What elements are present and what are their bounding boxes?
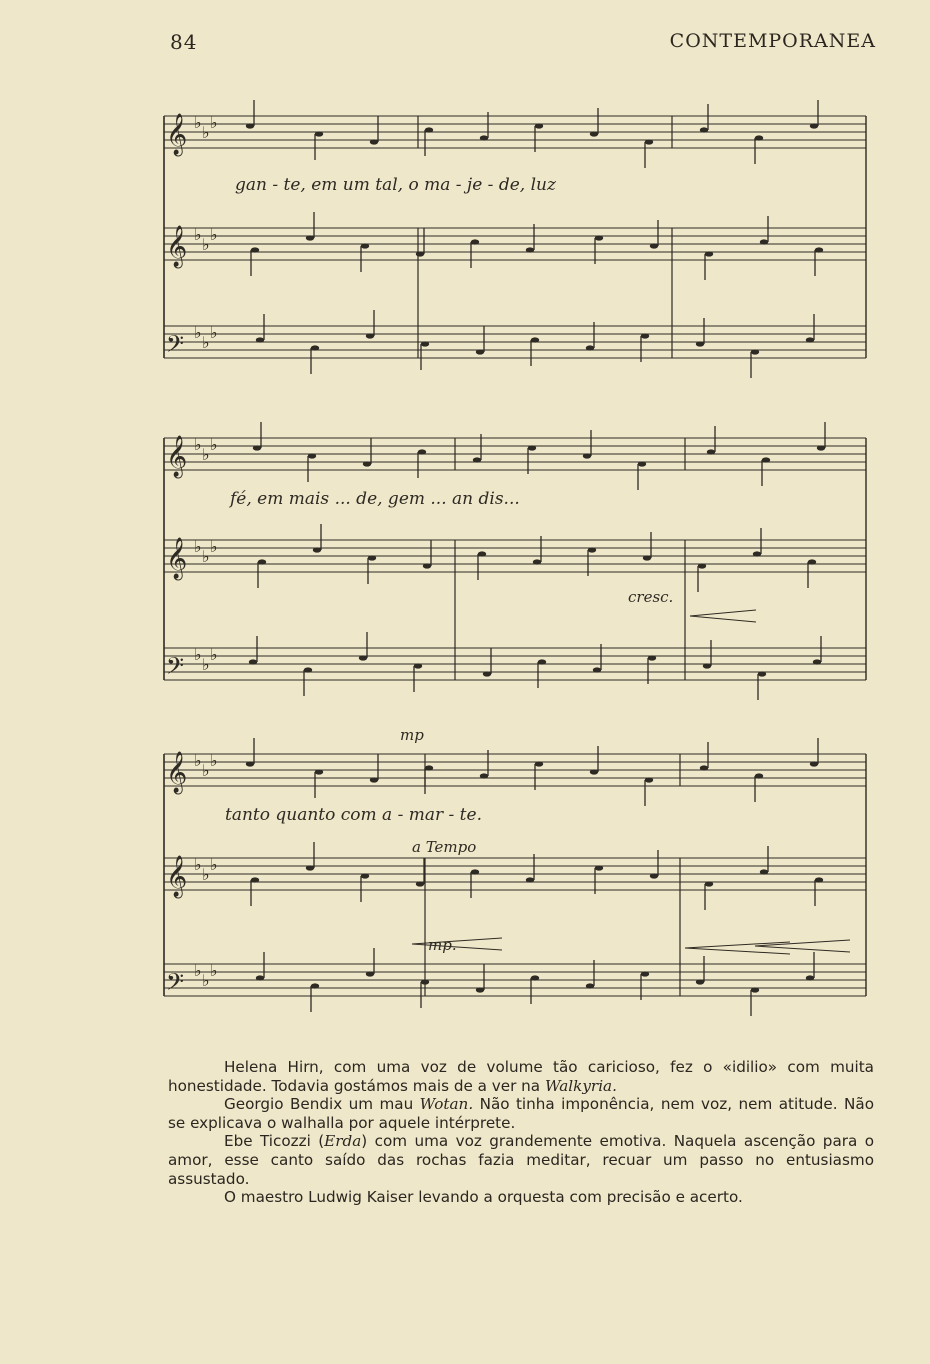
note-head bbox=[813, 659, 821, 664]
flat-icon: ♭ bbox=[202, 235, 210, 254]
note-head bbox=[638, 461, 646, 466]
note-head bbox=[590, 131, 598, 136]
flat-icon: ♭ bbox=[202, 123, 210, 142]
system-2-lyrics: fé, em mais ... de, gem ... an dis... bbox=[230, 489, 520, 509]
note-head bbox=[480, 135, 488, 140]
treble-clef-icon: 𝄞 bbox=[166, 538, 188, 579]
system-2-dynamic-cresc: cresc. bbox=[628, 588, 674, 606]
note-head bbox=[370, 139, 378, 144]
note-head bbox=[476, 349, 484, 354]
note-head bbox=[815, 877, 823, 882]
note-head bbox=[593, 667, 601, 672]
page-number: 84 bbox=[170, 30, 198, 54]
note-head bbox=[251, 247, 259, 252]
flat-icon: ♭ bbox=[194, 225, 202, 244]
flat-icon: ♭ bbox=[194, 855, 202, 874]
note-head bbox=[423, 563, 431, 568]
note-head bbox=[256, 975, 264, 980]
flat-icon: ♭ bbox=[194, 537, 202, 556]
p1-emphasis: Walkyria. bbox=[544, 1076, 617, 1095]
note-head bbox=[533, 559, 541, 564]
note-head bbox=[595, 865, 603, 870]
note-head bbox=[810, 123, 818, 128]
p3-emphasis: Erda bbox=[324, 1132, 362, 1151]
score-svg bbox=[150, 68, 880, 1048]
bass-clef-icon: 𝄢 bbox=[166, 330, 185, 363]
note-head bbox=[753, 551, 761, 556]
note-head bbox=[538, 659, 546, 664]
bass-clef-icon: 𝄢 bbox=[166, 968, 185, 1001]
note-head bbox=[645, 139, 653, 144]
treble-clef-icon: 𝄞 bbox=[166, 856, 188, 897]
note-head bbox=[643, 555, 651, 560]
score-notes bbox=[246, 100, 850, 1016]
note-head bbox=[315, 769, 323, 774]
article-text bbox=[168, 1058, 874, 1207]
note-head bbox=[700, 127, 708, 132]
note-head bbox=[526, 247, 534, 252]
note-head bbox=[528, 445, 536, 450]
flat-icon: ♭ bbox=[194, 323, 202, 342]
note-head bbox=[641, 333, 649, 338]
system-3-lyrics: tanto quanto com a - mar - te. bbox=[225, 805, 482, 825]
hairpin bbox=[685, 942, 790, 954]
flat-icon: ♭ bbox=[210, 323, 218, 342]
note-head bbox=[586, 345, 594, 350]
flat-icon: ♭ bbox=[194, 435, 202, 454]
note-head bbox=[696, 341, 704, 346]
note-head bbox=[531, 337, 539, 342]
note-head bbox=[366, 333, 374, 338]
note-head bbox=[414, 663, 422, 668]
p2-emphasis: Wotan. bbox=[419, 1095, 474, 1114]
note-head bbox=[705, 251, 713, 256]
note-head bbox=[595, 235, 603, 240]
note-head bbox=[311, 983, 319, 988]
article-paragraph-2 bbox=[168, 1095, 874, 1132]
note-head bbox=[696, 979, 704, 984]
note-head bbox=[703, 663, 711, 668]
note-head bbox=[590, 769, 598, 774]
note-head bbox=[760, 239, 768, 244]
note-head bbox=[363, 461, 371, 466]
note-head bbox=[698, 563, 706, 568]
note-head bbox=[650, 873, 658, 878]
note-head bbox=[425, 127, 433, 132]
note-head bbox=[751, 349, 759, 354]
note-head bbox=[478, 551, 486, 556]
flat-icon: ♭ bbox=[202, 761, 210, 780]
system-1-lyrics: gan - te, em um tal, o ma - je - de, luz bbox=[235, 175, 556, 195]
note-head bbox=[416, 251, 424, 256]
note-head bbox=[483, 671, 491, 676]
staff-lines bbox=[164, 113, 866, 1001]
note-head bbox=[308, 453, 316, 458]
p2-text-a: Georgio Bendix um mau bbox=[224, 1095, 420, 1114]
system-3-dynamic-mp2: mp. bbox=[428, 936, 457, 954]
flat-icon: ♭ bbox=[210, 113, 218, 132]
note-head bbox=[808, 559, 816, 564]
note-head bbox=[641, 971, 649, 976]
flat-icon: ♭ bbox=[202, 445, 210, 464]
flat-icon: ♭ bbox=[210, 961, 218, 980]
note-head bbox=[361, 243, 369, 248]
note-head bbox=[416, 881, 424, 886]
note-head bbox=[817, 445, 825, 450]
flat-icon: ♭ bbox=[210, 537, 218, 556]
hairpin bbox=[690, 610, 756, 622]
note-head bbox=[586, 983, 594, 988]
note-head bbox=[751, 987, 759, 992]
note-head bbox=[249, 659, 257, 664]
note-head bbox=[755, 135, 763, 140]
note-head bbox=[760, 869, 768, 874]
flat-icon: ♭ bbox=[202, 547, 210, 566]
flat-icon: ♭ bbox=[202, 655, 210, 674]
note-head bbox=[480, 773, 488, 778]
p2-text-b: Não tinha imponência, nem voz, nem atitude. Não se explicava o walhalla por aquele intérprete. bbox=[168, 1095, 874, 1132]
note-head bbox=[535, 123, 543, 128]
flat-icon: ♭ bbox=[194, 751, 202, 770]
treble-clef-icon: 𝄞 bbox=[166, 114, 188, 155]
note-head bbox=[526, 877, 534, 882]
note-head bbox=[755, 773, 763, 778]
p1-text: Helena Hirn, com uma voz de volume tão caricioso, fez o «idilio» com muita honestidade. Todavia gostámos mais de a ver na bbox=[168, 1058, 874, 1095]
p3-text-b: ) com uma voz grandemente emotiva. Naquela ascenção para o amor, esse canto saído das rochas fazia meditar, recuar um passo no entusiasmo assustado. bbox=[168, 1132, 875, 1188]
note-head bbox=[425, 765, 433, 770]
note-head bbox=[700, 765, 708, 770]
note-head bbox=[473, 457, 481, 462]
note-head bbox=[588, 547, 596, 552]
note-head bbox=[361, 873, 369, 878]
note-head bbox=[368, 555, 376, 560]
note-head bbox=[306, 865, 314, 870]
note-head bbox=[421, 341, 429, 346]
flat-icon: ♭ bbox=[194, 113, 202, 132]
note-head bbox=[810, 761, 818, 766]
note-head bbox=[705, 881, 713, 886]
note-head bbox=[304, 667, 312, 672]
flat-icon: ♭ bbox=[202, 971, 210, 990]
note-head bbox=[471, 239, 479, 244]
treble-clef-icon: 𝄞 bbox=[166, 226, 188, 267]
p3-text-a: Ebe Ticozzi ( bbox=[224, 1132, 325, 1151]
note-head bbox=[246, 123, 254, 128]
note-head bbox=[806, 975, 814, 980]
note-head bbox=[251, 877, 259, 882]
note-head bbox=[258, 559, 266, 564]
note-head bbox=[648, 655, 656, 660]
note-head bbox=[583, 453, 591, 458]
note-head bbox=[359, 655, 367, 660]
note-head bbox=[313, 547, 321, 552]
note-head bbox=[253, 445, 261, 450]
note-head bbox=[707, 449, 715, 454]
flat-icon: ♭ bbox=[194, 961, 202, 980]
flat-icon: ♭ bbox=[210, 645, 218, 664]
note-head bbox=[315, 131, 323, 136]
note-head bbox=[246, 761, 254, 766]
note-head bbox=[306, 235, 314, 240]
flat-icon: ♭ bbox=[210, 751, 218, 770]
article-paragraph-3 bbox=[168, 1132, 874, 1188]
flat-icon: ♭ bbox=[210, 435, 218, 454]
flat-icon: ♭ bbox=[210, 855, 218, 874]
note-head bbox=[815, 247, 823, 252]
note-head bbox=[535, 761, 543, 766]
note-head bbox=[806, 337, 814, 342]
system-3-dynamic-mp: mp bbox=[400, 726, 424, 744]
note-head bbox=[471, 869, 479, 874]
running-title: CONTEMPORANEA bbox=[669, 30, 876, 52]
flat-icon: ♭ bbox=[210, 225, 218, 244]
note-head bbox=[650, 243, 658, 248]
note-head bbox=[645, 777, 653, 782]
article-paragraph-4: O maestro Ludwig Kaiser levando a orquesta com precisão e acerto. bbox=[224, 1188, 743, 1207]
treble-clef-icon: 𝄞 bbox=[166, 436, 188, 477]
note-head bbox=[370, 777, 378, 782]
flat-icon: ♭ bbox=[194, 645, 202, 664]
note-head bbox=[531, 975, 539, 980]
bass-clef-icon: 𝄢 bbox=[166, 652, 185, 685]
note-head bbox=[311, 345, 319, 350]
flat-icon: ♭ bbox=[202, 865, 210, 884]
note-head bbox=[421, 979, 429, 984]
article-paragraph-1 bbox=[168, 1058, 874, 1095]
note-head bbox=[758, 671, 766, 676]
page-header bbox=[166, 30, 876, 60]
note-head bbox=[366, 971, 374, 976]
hairpin bbox=[755, 940, 850, 952]
system-3-dynamic-a-tempo: a Tempo bbox=[412, 838, 477, 856]
note-head bbox=[762, 457, 770, 462]
note-head bbox=[476, 987, 484, 992]
treble-clef-icon: 𝄞 bbox=[166, 752, 188, 793]
note-head bbox=[418, 449, 426, 454]
flat-icon: ♭ bbox=[202, 333, 210, 352]
music-score bbox=[150, 68, 880, 1048]
note-head bbox=[256, 337, 264, 342]
